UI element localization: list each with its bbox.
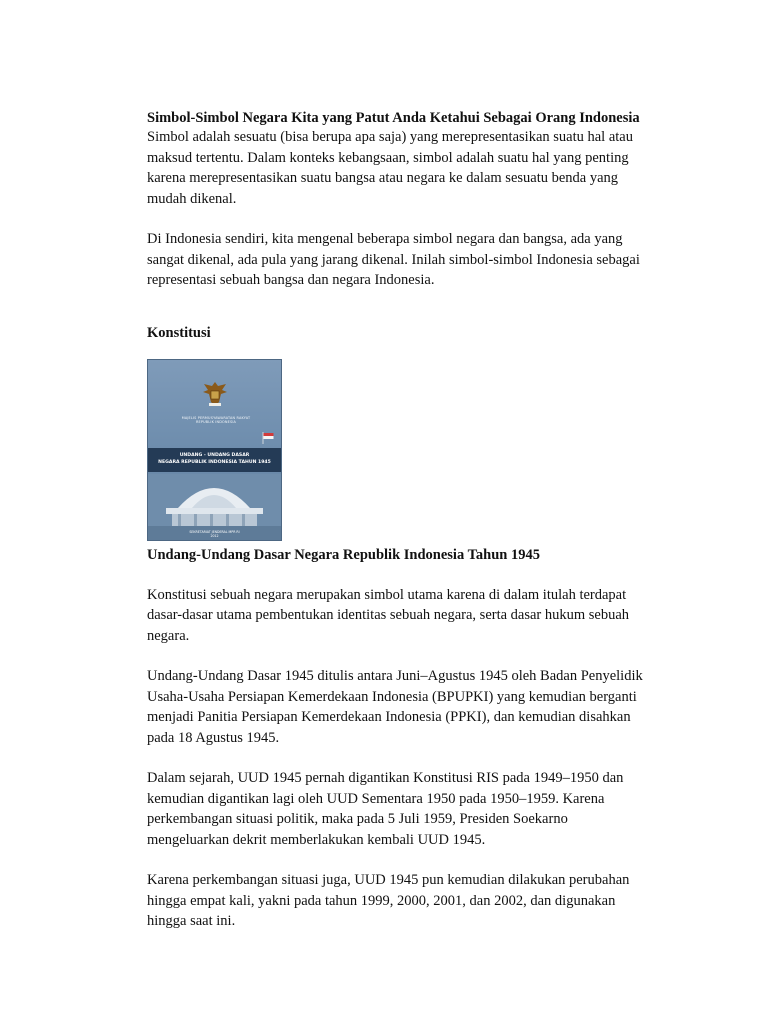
cover-publisher: MAJELIS PERMUSYAWARATAN RAKYAT REPUBLIK INDONESIA — [181, 415, 251, 424]
paragraph-konstitusi: Konstitusi sebuah negara merupakan simbol utama karena di dalam itulah terdapat dasar-dasar utama pembentukan identitas sebuah negara, serta dasar hukum sebuah negara. — [147, 586, 630, 644]
garuda-emblem-icon — [200, 380, 230, 408]
paragraph-uud-replacement: Dalam sejarah, UUD 1945 pernah digantikan Konstitusi RIS pada 1949–1950 dan kemudian digantikan lagi oleh UUD Sementara 1950 pada 1950–1959. Karena perkembangan situasi politik, maka pada 5 Juli 1959, Presiden Soekarno mengeluarkan dekrit memberlakukan kembali UUD 1945. — [147, 770, 624, 848]
section-heading-konstitusi: Konstitusi — [147, 324, 211, 341]
intro-paragraph-1: Simbol adalah sesuatu (bisa berupa apa saja) yang merepresentasikan suatu hal atau maksud tertentu. Dalam konteks kebangsaan, simbol adalah suatu hal yang penting karena merepresentasikan suatu bangsa atau negara ke dalam sesuatu benda yang mudah dikenal. — [147, 129, 633, 207]
article-title: Simbol-Simbol Negara Kita yang Patut Anda Ketahui Sebagai Orang Indonesia — [147, 110, 640, 126]
paragraph-uud-history: Undang-Undang Dasar 1945 ditulis antara Juni–Agustus 1945 oleh Badan Penyelidik Usaha-Usaha Persiapan Kemerdekaan Indonesia (BPUPKI) yang kemudian berganti menjadi Panitia Persiapan Kemerdekaan Indonesia (PPKI), dan kemudian disahkan pada 18 Agustus 1945. — [147, 668, 643, 746]
uud-1945-book-cover-image — [147, 359, 282, 541]
flag-icon — [262, 432, 276, 444]
document-page — [147, 110, 647, 932]
cover-title: UNDANG - UNDANG DASAR NEGARA REPUBLIK INDONESIA TAHUN 1945 — [158, 452, 271, 465]
image-caption: Undang-Undang Dasar Negara Republik Indonesia Tahun 1945 — [147, 546, 540, 563]
paragraph-uud-amendment: Karena perkembangan situasi juga, UUD 1945 pun kemudian dilakukan perubahan hingga empat kali, yakni pada tahun 1999, 2000, 2001, dan 2002, dan digunakan hingga saat ini. — [147, 872, 630, 929]
intro-paragraph-2: Di Indonesia sendiri, kita mengenal beberapa simbol negara dan bangsa, ada yang sangat dikenal, ada pula yang jarang dikenal. Inilah simbol-simbol Indonesia sebagai representasi sebuah bangsa dan negara Indonesia. — [147, 231, 640, 288]
cover-footer: SEKRETARIAT JENDERAL MPR RI 2012 — [189, 529, 240, 538]
